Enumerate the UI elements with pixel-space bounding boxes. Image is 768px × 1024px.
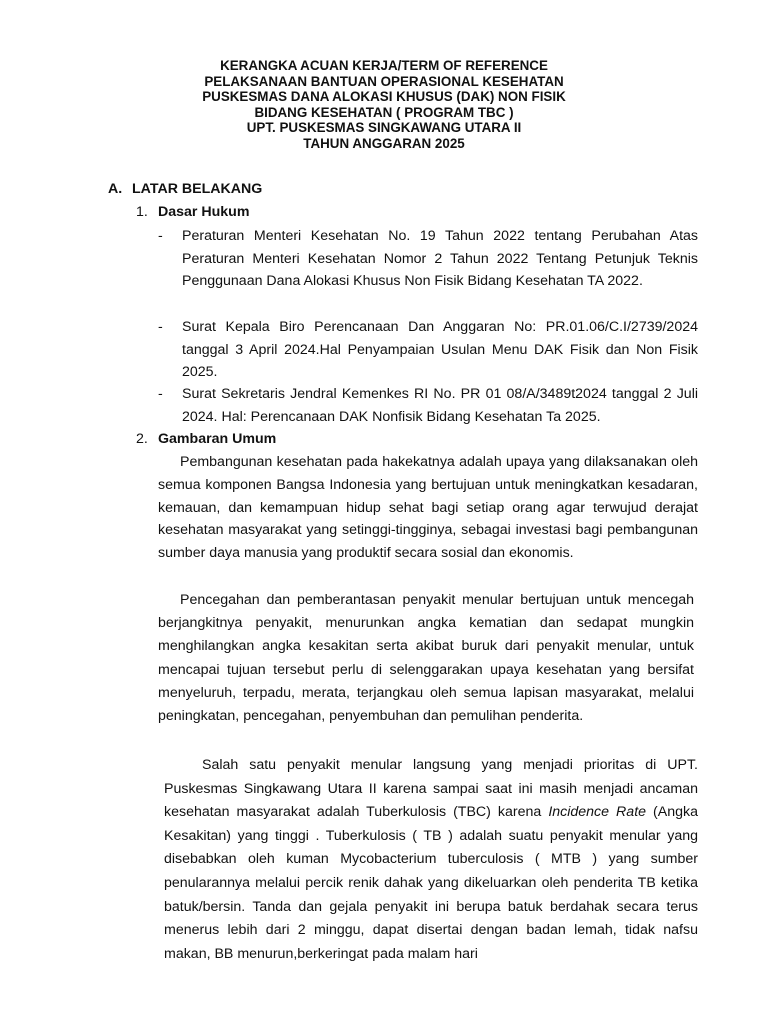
subsection-title: Dasar Hukum: [158, 204, 250, 220]
paragraph-3: [164, 754, 698, 966]
list-item: [158, 316, 698, 384]
list-item: [158, 225, 698, 293]
subsection-dasar-hukum: [136, 204, 249, 220]
title-line-2: PELAKSANAAN BANTUAN OPERASIONAL KESEHATAN: [204, 73, 564, 89]
paragraph-1: [158, 451, 698, 565]
section-a-number: A.: [108, 181, 123, 197]
title-line-1: KERANGKA ACUAN KERJA/TERM OF REFERENCE: [220, 58, 548, 73]
paragraph-text: Pembangunan kesehatan pada hakekatnya adalah upaya yang dilaksanakan oleh semua komponen Bangsa Indonesia yang bertujuan untuk meningkatkan kesadaran, kemauan, dan kemampuan hidup sehat bagi setiap orang agar terwujud derajat kesehatan masyarakat yang setinggi-tingginya, sebagai investasi bagi pembangunan sumber daya manusia yang produktif secara sosial dan ekonomis.: [158, 454, 698, 562]
title-line-3: PUSKESMAS DANA ALOKASI KHUSUS (DAK) NON FISIK: [202, 89, 566, 105]
subsection-number: 1.: [136, 204, 148, 220]
dash-bullet: -: [158, 386, 163, 402]
subsection-title: Gambaran Umum: [158, 431, 277, 447]
paragraph-2: [158, 589, 694, 728]
paragraph-3-rest: (Angka Kesakitan) yang tinggi . Tuberkulosis ( TB ) adalah suatu penyakit menular yang disebabkan oleh kuman Mycobacterium tuberculosis ( MTB ) yang sumber penularannya melalui percik renik dahak yang dikeluarkan oleh penderita TB ketika batuk/bersin. Tanda dan gejala penyakit ini berupa batuk berdahak secara terus menerus lebih dari 2 minggu, dapat disertai dengan badan lemah, tidak nafsu makan, BB menurun,berkeringat pada malam hari: [164, 804, 698, 962]
paragraph-text: Pencegahan dan pemberantasan penyakit menular bertujuan untuk mencegah berjangkitnya penyakit, menurunkan angka kematian dan sedapat mungkin menghilangkan angka kesakitan serta akibat buruk dari penyakit menular, untuk mencapai tujuan tersebut perlu di selenggarakan upaya kesehatan yang bersifat menyeluruh, terpadu, merata, terjangkau oleh semua lapisan masyarakat, melalui peningkatan, pencegahan, penyembuhan dan pemulihan penderita.: [158, 592, 694, 725]
paragraph-text: [164, 754, 698, 966]
title-line-6: TAHUN ANGGARAN 2025: [303, 135, 465, 151]
subsection-number: 2.: [136, 431, 148, 447]
title-line-4: BIDANG KESEHATAN ( PROGRAM TBC ): [254, 104, 514, 120]
dash-bullet: -: [158, 319, 163, 335]
incidence-rate-term: Incidence Rate: [548, 804, 647, 821]
list-item-text: Surat Sekretaris Jendral Kemenkes RI No. PR 01 08/A/3489t2024 tanggal 2 Juli 2024. Hal: Perencanaan DAK Nonfisik Bidang Kesehatan Ta 2025.: [182, 386, 698, 425]
list-item-text: Surat Kepala Biro Perencanaan Dan Anggaran No: PR.01.06/C.I/2739/2024 tanggal 3 April 2024.Hal Penyampaian Usulan Menu DAK Fisik dan Non Fisik 2025.: [182, 319, 698, 381]
list-item-text: Peraturan Menteri Kesehatan No. 19 Tahun 2022 tentang Perubahan Atas Peraturan Menteri Kesehatan Nomor 2 Tahun 2022 Tentang Petunjuk Teknis Penggunaan Dana Alokasi Khusus Non Fisik Bidang Kesehatan TA 2022.: [182, 228, 698, 290]
paragraph-3-start: Salah satu penyakit menular langsung yang menjadi prioritas di UPT. Puskesmas Singkawang Utara II karena sampai saat ini masih menjadi ancaman kesehatan masyarakat adalah Tuberkulosis (TBC) karena: [164, 757, 698, 821]
section-a-heading: [108, 181, 262, 197]
list-item: [158, 383, 698, 428]
section-a-title: LATAR BELAKANG: [132, 181, 263, 197]
title-line-5: UPT. PUSKESMAS SINGKAWANG UTARA II: [246, 120, 522, 136]
dash-bullet: -: [158, 228, 163, 244]
document-title: [0, 58, 768, 152]
subsection-gambaran-umum: [136, 431, 276, 447]
